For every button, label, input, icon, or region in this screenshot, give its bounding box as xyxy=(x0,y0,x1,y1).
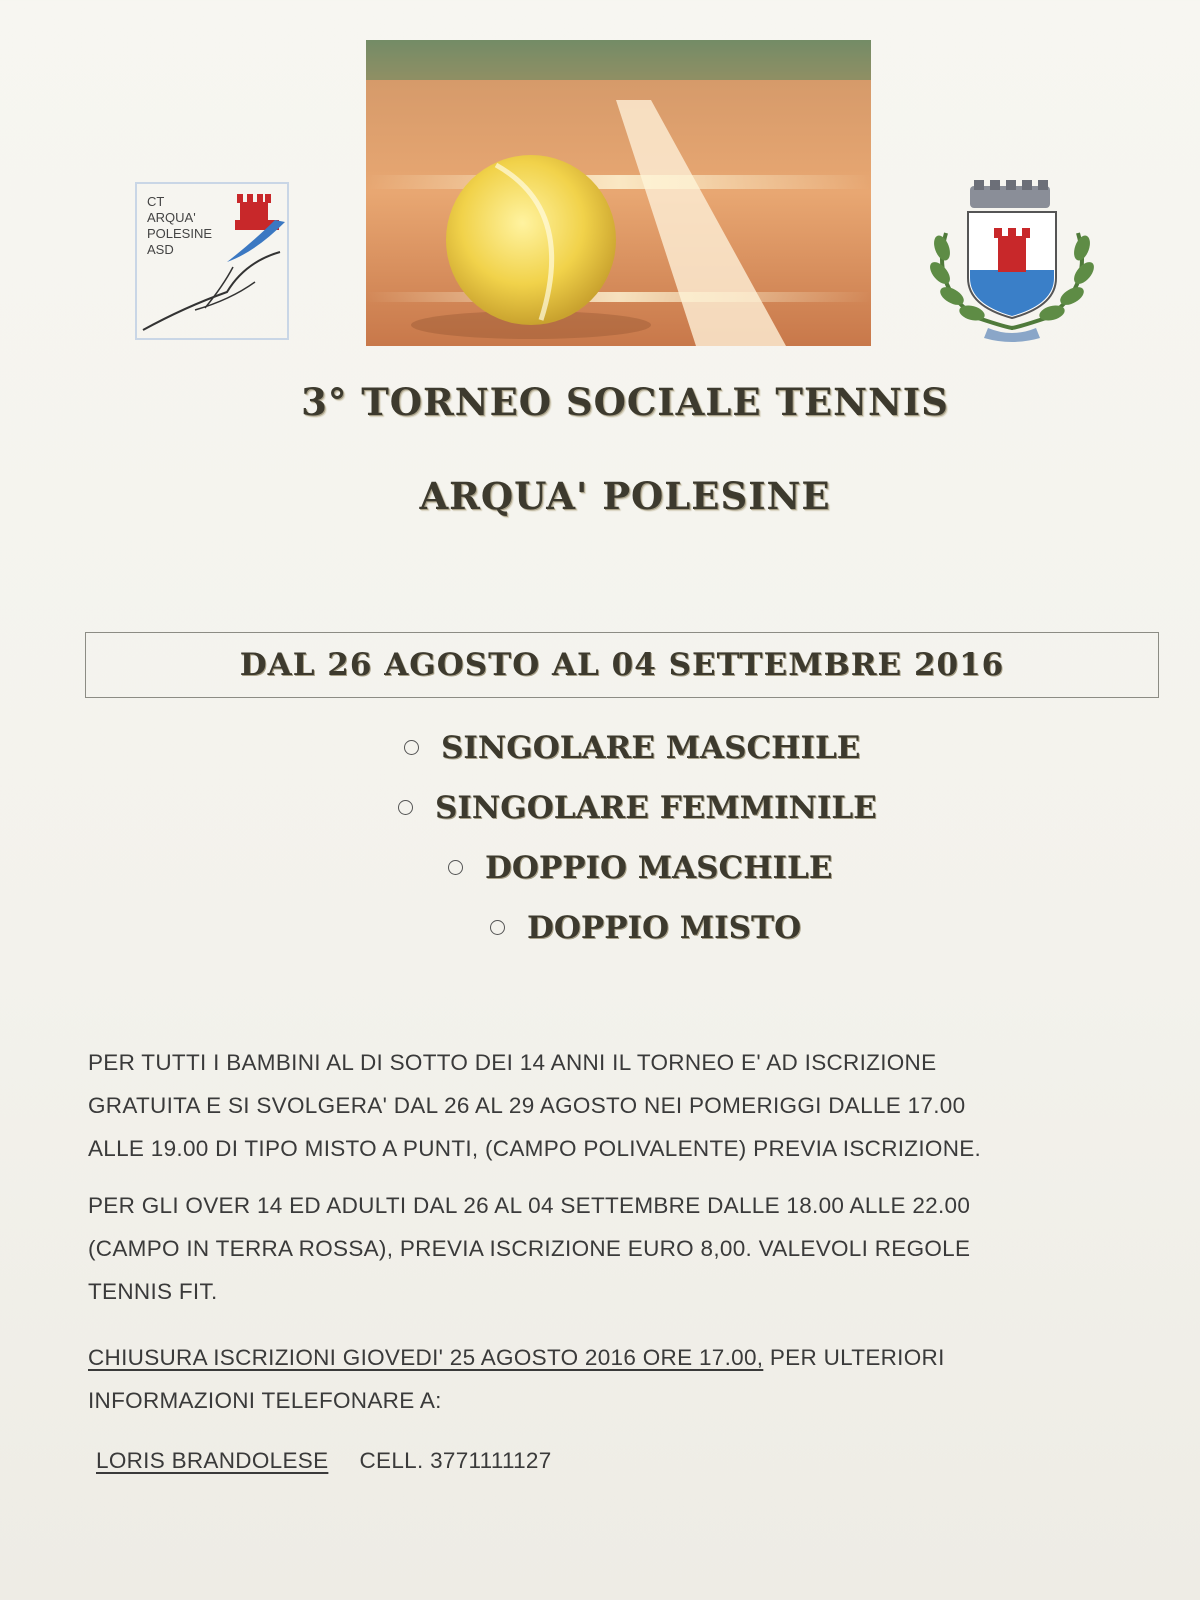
category-item xyxy=(490,910,801,946)
bullet-circle-icon xyxy=(490,920,505,935)
paragraph-line: PER TUTTI I BAMBINI AL DI SOTTO DEI 14 ANNI IL TORNEO E' AD ISCRIZIONE xyxy=(88,1050,937,1075)
category-label: SINGOLARE FEMMINILE xyxy=(435,790,877,826)
club-logo-line: ARQUA' xyxy=(147,210,196,225)
paragraph-line: (CAMPO IN TERRA ROSSA), PREVIA ISCRIZIONE EURO 8,00. VALEVOLI REGOLE xyxy=(88,1236,971,1261)
paragraph-line: ALLE 19.00 DI TIPO MISTO A PUNTI, (CAMPO POLIVALENTE) PREVIA ISCRIZIONE. xyxy=(88,1136,982,1161)
paragraph-line: TENNIS FIT. xyxy=(88,1279,218,1304)
closing-line-2: INFORMAZIONI TELEFONARE A: xyxy=(88,1388,442,1413)
closing-rest: PER ULTERIORI xyxy=(763,1345,945,1370)
contact-name: LORIS BRANDOLESE xyxy=(96,1448,329,1473)
closing-deadline: CHIUSURA ISCRIZIONI GIOVEDI' 25 AGOSTO 2016 ORE 17.00, xyxy=(88,1345,764,1370)
paragraph-line: GRATUITA E SI SVOLGERA' DAL 26 AL 29 AGOSTO NEI POMERIGGI DALLE 17.00 xyxy=(88,1093,966,1118)
municipal-crest xyxy=(928,178,1098,344)
category-label: DOPPIO MISTO xyxy=(527,910,802,946)
adults-info-paragraph xyxy=(88,1184,1158,1313)
contact-phone: CELL. 3771111127 xyxy=(359,1448,552,1473)
tournament-location: ARQUA' POLESINE xyxy=(419,474,831,518)
paragraph-line: PER GLI OVER 14 ED ADULTI DAL 26 AL 04 SETTEMBRE DALLE 18.00 ALLE 22.00 xyxy=(88,1193,971,1218)
category-item xyxy=(398,790,877,826)
club-logo-line: CT xyxy=(147,194,165,209)
kids-info-paragraph xyxy=(88,1041,1158,1170)
club-logo xyxy=(135,182,290,342)
bullet-circle-icon xyxy=(404,740,419,755)
bullet-circle-icon xyxy=(448,860,463,875)
club-logo-line: POLESINE xyxy=(147,226,213,241)
club-logo-text xyxy=(147,194,212,258)
category-item xyxy=(404,730,860,766)
tennis-ball-photo xyxy=(366,40,871,346)
club-logo-line: ASD xyxy=(147,242,174,257)
category-item xyxy=(448,850,832,886)
category-label: DOPPIO MASCHILE xyxy=(485,850,833,886)
tennis-ball-image xyxy=(366,40,871,346)
closing-line xyxy=(88,1336,1158,1379)
bullet-circle-icon xyxy=(398,800,413,815)
category-label: SINGOLARE MASCHILE xyxy=(441,730,861,766)
tournament-title: 3° TORNEO SOCIALE TENNIS xyxy=(301,380,949,424)
tournament-dates: DAL 26 AGOSTO AL 04 SETTEMBRE 2016 xyxy=(85,632,1159,698)
crest-icon xyxy=(928,178,1098,344)
contact-info xyxy=(96,1448,552,1474)
registration-closing-paragraph xyxy=(88,1336,1158,1422)
